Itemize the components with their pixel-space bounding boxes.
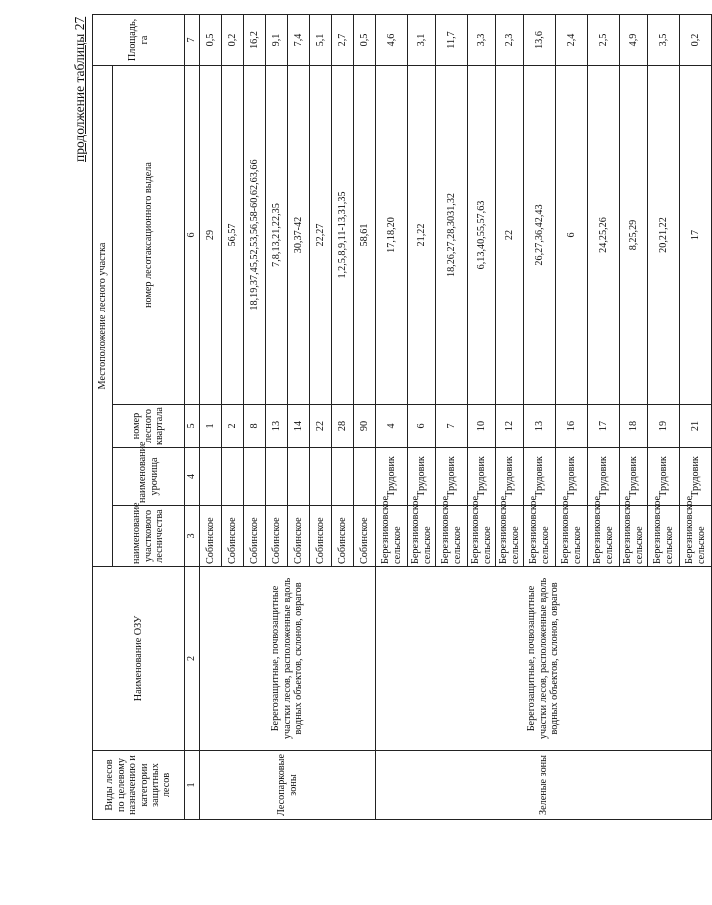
forestry-cell: Березниковское сельское bbox=[588, 506, 620, 567]
tract-cell: Трудовик bbox=[468, 448, 496, 506]
area-cell: 3,3 bbox=[468, 14, 496, 65]
area-cell: 9,1 bbox=[266, 14, 288, 65]
area-cell: 16,2 bbox=[244, 14, 266, 65]
quarter-cell: 17 bbox=[588, 405, 620, 448]
header-forest-type: Виды лесов по целевому назначению и категории защитных лесов bbox=[93, 751, 185, 820]
forest-type-cell: Зеленые зоны bbox=[376, 751, 712, 820]
plots-cell: 21,22 bbox=[408, 65, 436, 404]
area-cell: 0,5 bbox=[354, 14, 376, 65]
plots-cell: 18,26,27,28,3031,32 bbox=[436, 65, 468, 404]
header-area: Площадь, га bbox=[93, 14, 185, 65]
header-quarter: номер лесного квартала bbox=[113, 405, 185, 448]
area-cell: 4,9 bbox=[620, 14, 648, 65]
tract-cell: Трудовик bbox=[496, 448, 524, 506]
tract-cell bbox=[266, 448, 288, 506]
column-number: 6 bbox=[185, 65, 200, 404]
area-cell: 2,7 bbox=[332, 14, 354, 65]
area-cell: 3,1 bbox=[408, 14, 436, 65]
area-cell: 5,1 bbox=[310, 14, 332, 65]
tract-cell: Трудовик bbox=[680, 448, 712, 506]
tract-cell: Трудовик bbox=[556, 448, 588, 506]
plots-cell: 1,2,5,8,9,11-13,31,35 bbox=[332, 65, 354, 404]
plots-cell: 8,25,29 bbox=[620, 65, 648, 404]
forestry-cell: Березниковское сельское bbox=[680, 506, 712, 567]
quarter-cell: 6 bbox=[408, 405, 436, 448]
forestry-cell: Березниковское сельское bbox=[468, 506, 496, 567]
quarter-cell: 16 bbox=[556, 405, 588, 448]
quarter-cell: 2 bbox=[222, 405, 244, 448]
quarter-cell: 10 bbox=[468, 405, 496, 448]
forestry-cell: Березниковское сельское bbox=[376, 506, 408, 567]
plots-cell: 22 bbox=[496, 65, 524, 404]
quarter-cell: 8 bbox=[244, 405, 266, 448]
tract-cell: Трудовик bbox=[648, 448, 680, 506]
tract-cell bbox=[332, 448, 354, 506]
tract-cell: Трудовик bbox=[376, 448, 408, 506]
column-number: 7 bbox=[185, 14, 200, 65]
plots-cell: 17 bbox=[680, 65, 712, 404]
quarter-cell: 18 bbox=[620, 405, 648, 448]
forest-zones-table bbox=[92, 14, 712, 820]
tract-cell: Трудовик bbox=[408, 448, 436, 506]
forestry-cell: Березниковское сельское bbox=[436, 506, 468, 567]
table-continuation-title: продолжение таблицы 27 bbox=[72, 16, 87, 162]
ozu-name-cell: Берегозащитные, почвозащитные участки лесов, расположенные вдоль водных объектов, склонов, оврагов bbox=[376, 567, 712, 751]
tract-cell bbox=[222, 448, 244, 506]
header-tract: наименование урочища bbox=[113, 448, 185, 506]
area-cell: 0,2 bbox=[680, 14, 712, 65]
area-cell: 0,5 bbox=[200, 14, 222, 65]
forestry-cell: Собинское bbox=[332, 506, 354, 567]
forestry-cell: Собинское bbox=[266, 506, 288, 567]
area-cell: 0,2 bbox=[222, 14, 244, 65]
area-cell: 2,3 bbox=[496, 14, 524, 65]
quarter-cell: 28 bbox=[332, 405, 354, 448]
column-number: 1 bbox=[185, 751, 200, 820]
quarter-cell: 21 bbox=[680, 405, 712, 448]
forestry-cell: Березниковское сельское bbox=[524, 506, 556, 567]
area-cell: 13,6 bbox=[524, 14, 556, 65]
plots-cell: 26,27,36,42,43 bbox=[524, 65, 556, 404]
header-forestry: наименование участкового лесничества bbox=[113, 506, 185, 567]
forestry-cell: Собинское bbox=[200, 506, 222, 567]
area-cell: 2,4 bbox=[556, 14, 588, 65]
quarter-cell: 1 bbox=[200, 405, 222, 448]
forestry-cell: Березниковское сельское bbox=[496, 506, 524, 567]
plots-cell: 6,13,40,55,57,63 bbox=[468, 65, 496, 404]
plots-cell: 58,61 bbox=[354, 65, 376, 404]
forestry-cell: Собинское bbox=[244, 506, 266, 567]
forest-type-cell: Лесопарковые зоны bbox=[200, 751, 376, 820]
header-row-top bbox=[93, 14, 113, 819]
forestry-cell: Собинское bbox=[288, 506, 310, 567]
area-cell: 11,7 bbox=[436, 14, 468, 65]
plots-cell: 29 bbox=[200, 65, 222, 404]
tract-cell bbox=[354, 448, 376, 506]
plots-cell: 18,19,37,45,52,53,56,58-60,62,63,66 bbox=[244, 65, 266, 404]
quarter-cell: 19 bbox=[648, 405, 680, 448]
quarter-cell: 13 bbox=[266, 405, 288, 448]
quarter-cell: 12 bbox=[496, 405, 524, 448]
tract-cell bbox=[200, 448, 222, 506]
quarter-cell: 13 bbox=[524, 405, 556, 448]
forestry-cell: Собинское bbox=[222, 506, 244, 567]
ozu-name-cell: Берегозащитные, почвозащитные участки лесов, расположенные вдоль водных объектов, склонов, оврагов bbox=[200, 567, 376, 751]
tract-cell: Трудовик bbox=[620, 448, 648, 506]
table-row bbox=[200, 14, 222, 819]
plots-cell: 6 bbox=[556, 65, 588, 404]
header-location-group: Местоположение лесного участка bbox=[93, 65, 113, 566]
quarter-cell: 14 bbox=[288, 405, 310, 448]
tract-cell bbox=[310, 448, 332, 506]
tract-cell: Трудовик bbox=[524, 448, 556, 506]
area-cell: 2,5 bbox=[588, 14, 620, 65]
column-number: 4 bbox=[185, 448, 200, 506]
forestry-cell: Березниковское сельское bbox=[620, 506, 648, 567]
column-number: 5 bbox=[185, 405, 200, 448]
quarter-cell: 7 bbox=[436, 405, 468, 448]
forestry-cell: Собинское bbox=[354, 506, 376, 567]
plots-cell: 30,37-42 bbox=[288, 65, 310, 404]
plots-cell: 24,25,26 bbox=[588, 65, 620, 404]
quarter-cell: 90 bbox=[354, 405, 376, 448]
quarter-cell: 4 bbox=[376, 405, 408, 448]
plots-cell: 17,18,20 bbox=[376, 65, 408, 404]
tract-cell bbox=[244, 448, 266, 506]
tract-cell: Трудовик bbox=[588, 448, 620, 506]
forestry-cell: Березниковское сельское bbox=[408, 506, 436, 567]
tract-cell: Трудовик bbox=[436, 448, 468, 506]
forestry-cell: Собинское bbox=[310, 506, 332, 567]
tract-cell bbox=[288, 448, 310, 506]
area-cell: 3,5 bbox=[648, 14, 680, 65]
area-cell: 7,4 bbox=[288, 14, 310, 65]
column-number: 2 bbox=[185, 567, 200, 751]
quarter-cell: 22 bbox=[310, 405, 332, 448]
header-plots: номер лесотаксационного выдела bbox=[113, 65, 185, 404]
forestry-cell: Березниковское сельское bbox=[556, 506, 588, 567]
plots-cell: 20,21,22 bbox=[648, 65, 680, 404]
forestry-cell: Березниковское сельское bbox=[648, 506, 680, 567]
column-number-row bbox=[185, 14, 200, 819]
plots-cell: 56,57 bbox=[222, 65, 244, 404]
column-number: 3 bbox=[185, 506, 200, 567]
plots-cell: 7,8,13,21,22,35 bbox=[266, 65, 288, 404]
plots-cell: 22,27 bbox=[310, 65, 332, 404]
table-row bbox=[376, 14, 408, 819]
header-ozu-name: Наименование ОЗУ bbox=[93, 567, 185, 751]
area-cell: 4,6 bbox=[376, 14, 408, 65]
